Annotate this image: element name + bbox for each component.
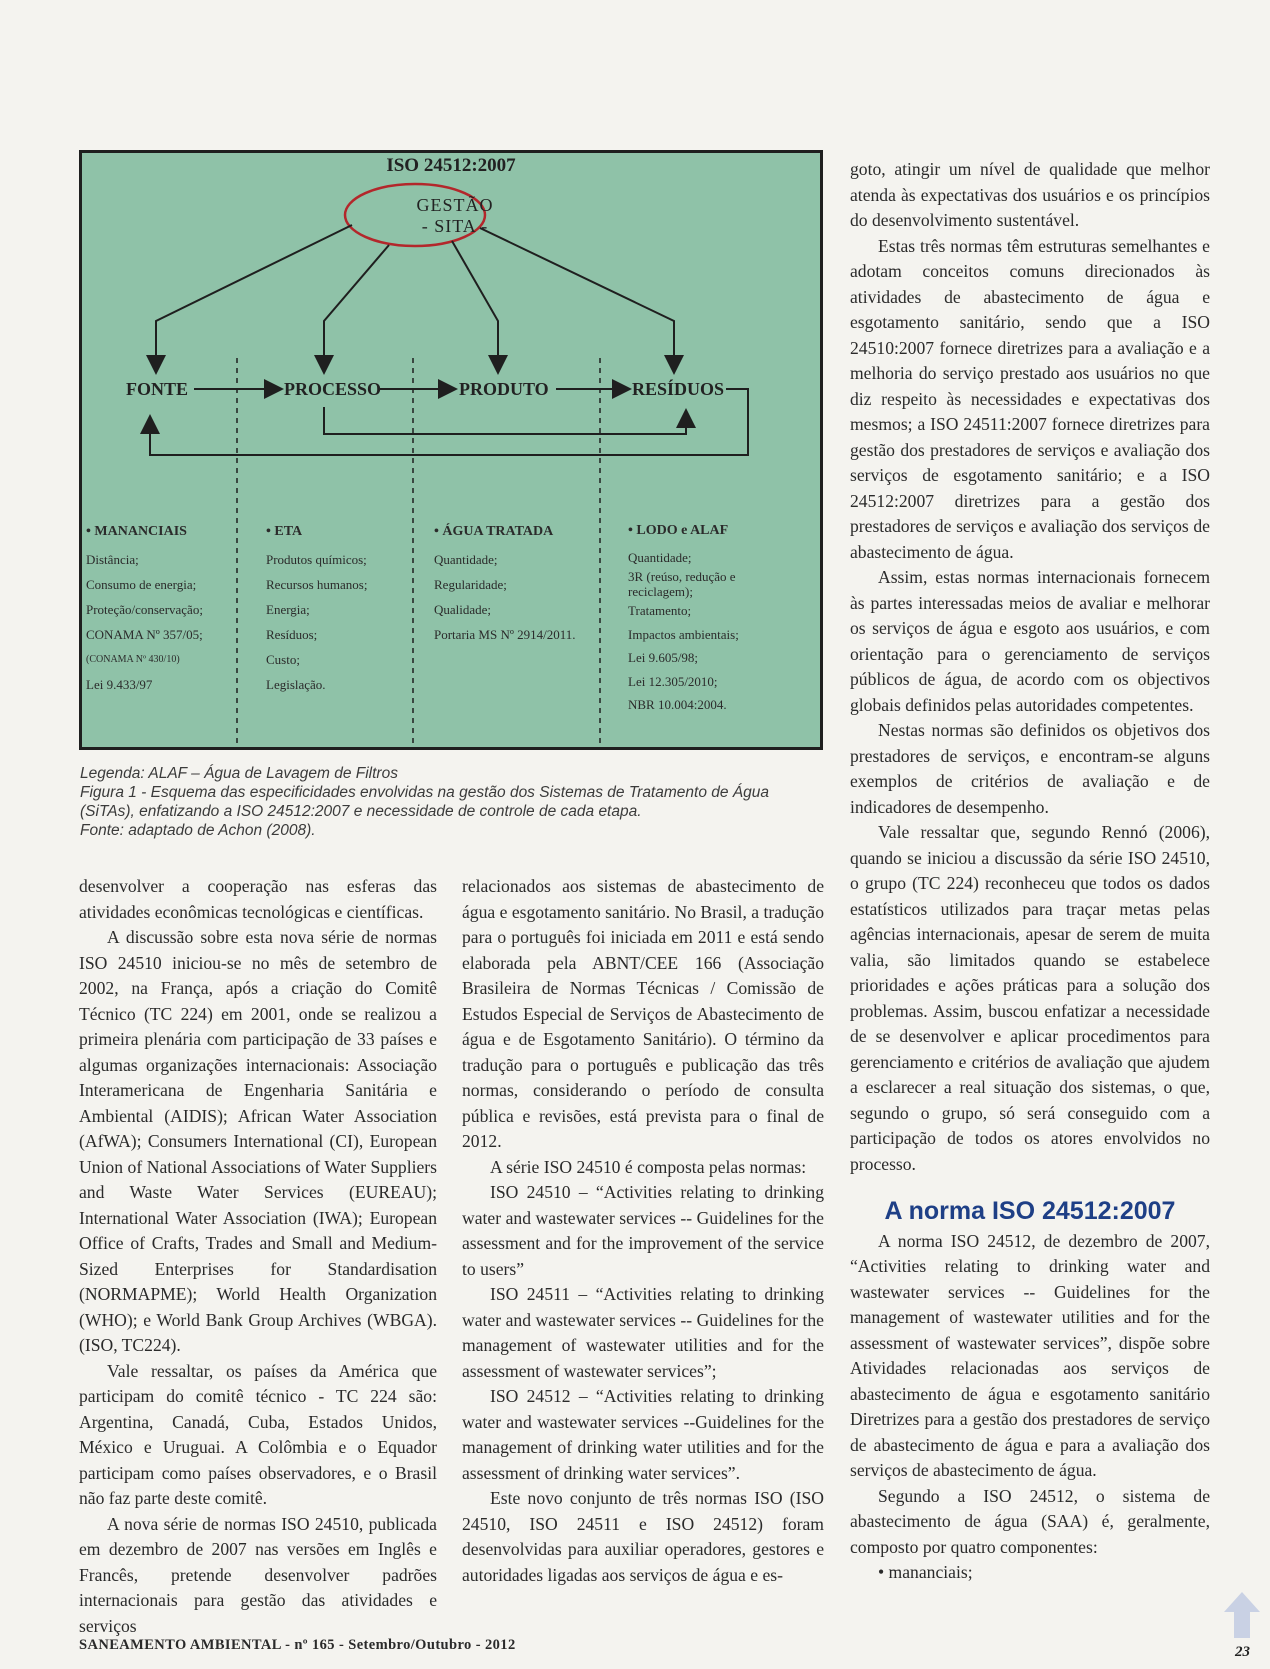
- paragraph: ISO 24510 – “Activities relating to drinking water and wastewater services -- Guidelines for the assessment and for the improvement of the service to users”: [462, 1182, 824, 1279]
- up-arrow-icon: [1222, 1590, 1262, 1640]
- col-item: Tratamento;: [628, 603, 692, 618]
- col-heading: • MANANCIAIS: [86, 524, 187, 539]
- col-heading: • LODO e ALAF: [628, 523, 729, 538]
- col-item: Qualidade;: [434, 602, 492, 617]
- text-column-1: [79, 874, 437, 1639]
- gestao-line1: GESTÃO: [416, 195, 494, 215]
- col-item: Distância;: [86, 552, 139, 567]
- col-item: Portaria MS Nº 2914/2011.: [434, 627, 576, 642]
- col-heading: • ETA: [266, 524, 303, 539]
- caption-legend: Legenda: ALAF – Água de Lavagem de Filtros: [80, 765, 398, 782]
- col-item: CONAMA Nº 357/05;: [86, 627, 203, 642]
- paragraph: Este novo conjunto de três normas ISO (ISO 24510, ISO 24511 e ISO 24512) foram desenvolvidas para auxiliar operadores, gestores e autoridades ligadas aos serviços de água e es-: [462, 1488, 824, 1585]
- line-to-residuos: [480, 228, 674, 371]
- box-residuos: RESÍDUOS: [632, 379, 725, 399]
- col-item: Impactos ambientais;: [628, 626, 739, 642]
- column-eta: [266, 519, 367, 697]
- col-item: Resíduos;: [266, 627, 318, 642]
- line-to-fonte: [156, 225, 352, 371]
- paragraph: goto, atingir um nível de qualidade que melhor atenda às expectativas dos usuários e os princípios do desenvolvimento sustentável.: [850, 159, 1210, 230]
- figure-caption: [80, 764, 820, 840]
- journal-footer: SANEAMENTO AMBIENTAL - nº 165 - Setembro/Outubro - 2012: [79, 1637, 516, 1653]
- paragraph: A norma ISO 24512, de dezembro de 2007, “Activities relating to drinking water and wastewater services -- Guidelines for the management of wastewater utilities and for the assessment of wastewater services”, dispõe sobre Atividades relacionadas aos serviços de abastecimento de água e esgotamento sanitário Diretrizes para a gestão dos prestadores de serviço de abastecimento de água e para a avaliação dos serviços de abastecimento de água.: [850, 1230, 1210, 1480]
- caption-line2: (SiTAs), enfatizando a ISO 24512:2007 e necessidade de controle de cada etapa.: [80, 803, 642, 820]
- paragraph: Assim, estas normas internacionais fornecem às partes interessadas meios de avaliar e melhorar os serviços de água e esgoto aos usuários, e com orientação para o gerenciamento de serviços públicos de água, de acordo com os objectivos globais definidos pelas autoridades competentes.: [850, 567, 1210, 715]
- col-item: reciclagem);: [628, 584, 693, 599]
- col-item: Lei 12.305/2010;: [628, 673, 718, 689]
- paragraph: Vale ressaltar, os países da América que participam do comitê técnico - TC 224 são: Argentina, Canadá, Cuba, Estados Unidos, México e Uruguai. A Colômbia e o Equador participam como países observadores, e o Brasil não faz parte deste comitê.: [79, 1360, 437, 1508]
- caption-source: Fonte: adaptado de Achon (2008).: [80, 822, 316, 839]
- text-column-3: [850, 157, 1210, 1586]
- paragraph: A nova série de normas ISO 24510, publicada em dezembro de 2007 nas versões em Inglês e Francês, pretende desenvolver padrões internacionais para gestão das atividades e serviços: [79, 1513, 437, 1636]
- paragraph: Vale ressaltar que, segundo Rennó (2006), quando se iniciou a discussão da série ISO 24510, o grupo (TC 224) reconheceu que todos os dados estatísticos utilizados para traçar metas pelas agências internacionais, apesar de serem de muita valia, são limitados quando se estabelece prioridades e ações práticas para a solução dos problemas. Assim, buscou enfatizar a necessidade de se desenvolver e aplicar procedimentos para gerenciamento e critérios de avaliação que ajudem a esclarecer a real situação dos sistemas, o que, segundo o grupo, só será conseguido com a participação de todos os atores envolvidos no processo.: [850, 822, 1210, 1174]
- column-agua-tratada: [434, 519, 576, 647]
- col-item: Lei 9.433/97: [86, 677, 153, 692]
- section-heading: A norma ISO 24512:2007: [884, 1197, 1176, 1225]
- col-item: Quantidade;: [434, 552, 498, 567]
- paragraph: ISO 24512 – “Activities relating to drinking water and wastewater services --Guidelines for the management of drinking water utilities and for the assessment of drinking water services”.: [462, 1386, 824, 1483]
- col-item: Lei 9.605/98;: [628, 650, 699, 665]
- box-processo: PROCESSO: [284, 379, 382, 399]
- col-item: 3R (reúso, redução e: [628, 569, 736, 584]
- col-item: (CONAMA Nº 430/10): [86, 654, 180, 665]
- paragraph: ISO 24511 – “Activities relating to drinking water and wastewater services -- Guidelines for the management of wastewater utilities and for the assessment of wastewater services”;: [462, 1284, 824, 1381]
- paragraph: Estas três normas têm estruturas semelhantes e adotam conceitos comuns direcionados às atividades de abastecimento de água e esgotamento sanitário, sendo que a ISO 24510:2007 fornece diretrizes para a avaliação e a melhoria do serviço prestado aos usuários no que diz respeito às necessidades e expectativas dos mesmos; a ISO 24511:2007 fornece diretrizes para gestão dos prestadores de serviços e avaliação dos serviços de esgotamento sanitário; e a ISO 24512:2007 diretrizes para a gestão dos prestadores de serviços e avaliação dos serviços de abastecimento de água.: [850, 235, 1210, 562]
- caption-line1: Figura 1 - Esquema das especificidades envolvidas na gestão dos Sistemas de Tratamento de Água: [80, 784, 769, 801]
- line-to-produto: [452, 241, 498, 371]
- col-item: Quantidade;: [628, 549, 692, 565]
- paragraph: Nestas normas são definidos os objetivos dos prestadores de serviços, e encontram-se alguns exemplos de critérios de avaliação e de indicadores de desempenho.: [850, 720, 1210, 817]
- line-to-processo: [324, 245, 389, 371]
- paragraph: Segundo a ISO 24512, o sistema de abastecimento de água (SAA) é, geralmente, composto por quatro componentes:: [850, 1485, 1210, 1557]
- box-fonte: FONTE: [126, 379, 189, 399]
- col-item: NBR 10.004:2004.: [628, 697, 727, 712]
- text-column-2: [462, 874, 824, 1588]
- col-item: Energia;: [266, 602, 310, 617]
- box-produto: PRODUTO: [459, 379, 549, 399]
- paragraph: A série ISO 24510 é composta pelas normas:: [490, 1156, 807, 1177]
- figure-iso-24512-diagram: [79, 150, 823, 750]
- page-number: 23: [1235, 1644, 1250, 1660]
- col-item: Legislação.: [266, 677, 326, 692]
- col-item: Consumo de energia;: [86, 577, 197, 592]
- gestao-line2: - SITA -: [421, 216, 489, 236]
- bullet-item: • mananciais;: [878, 1562, 973, 1582]
- paragraph: desenvolver a cooperação nas esferas das atividades econômicas tecnológicas e científicas.: [79, 876, 437, 922]
- col-item: Produtos químicos;: [266, 552, 367, 567]
- figure-title: ISO 24512:2007: [386, 155, 516, 176]
- paragraph: A discussão sobre esta nova série de normas ISO 24510 iniciou-se no mês de setembro de 2002, na França, após a criação do Comitê Técnico (TC 224) em 2001, onde se realizou a primeira plenária com participação de 33 países e algumas organizações internacionais: Associação Interamericana de Engenharia Sanitária e Ambiental (AIDIS); African Water Association (AfWA); Consumers International (CI), European Union of National Associations of Water Suppliers and Waste Water Services (EUREAU); International Water Association (IWA); European Office of Crafts, Trades and Small and Medium- Sized Enterprises for Standardisation (NORMAPME); World Health Organization (WHO); e World Bank Group Archives (WBGA). (ISO, TC224).: [79, 927, 437, 1355]
- col-heading: • ÁGUA TRATADA: [434, 524, 554, 539]
- col-item: Proteção/conservação;: [86, 602, 203, 617]
- feedback-processo-residuos: [324, 407, 686, 434]
- column-lodo-alaf: [628, 519, 739, 717]
- col-item: Custo;: [266, 652, 300, 667]
- paragraph: relacionados aos sistemas de abastecimento de água e esgotamento sanitário. No Brasil, a tradução para o português foi iniciada em 2011 e está sendo elaborada pela ABNT/CEE 166 (Associação Brasileira de Normas Técnicas / Comissão de Estudos Especial de Serviços de Abastecimento de água e de Esgotamento Sanitário). O término da tradução para o português e publicação das três normas, considerando o período de consulta pública e revisões, está prevista para o final de 2012.: [462, 876, 825, 1151]
- column-mananciais: [86, 519, 203, 697]
- col-item: Regularidade;: [434, 577, 507, 592]
- col-item: Recursos humanos;: [266, 577, 368, 592]
- gestao-label: [380, 195, 530, 237]
